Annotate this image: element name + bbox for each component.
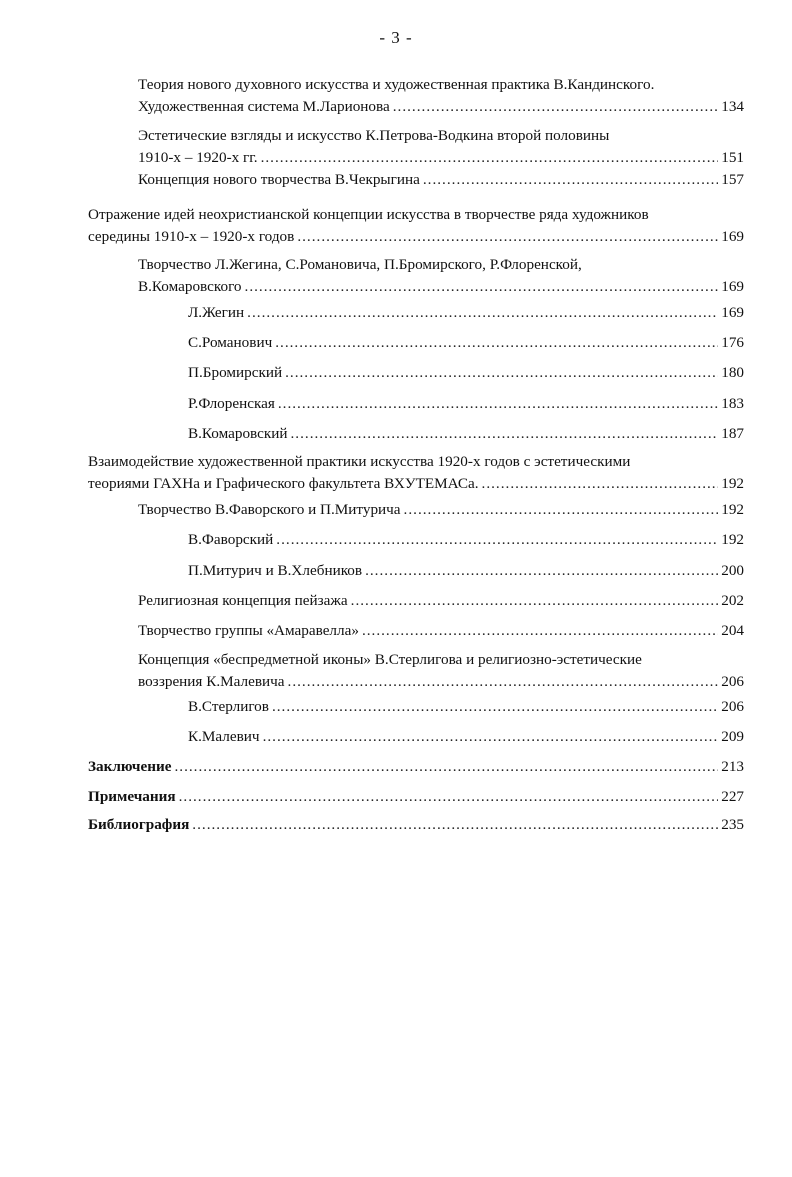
toc-entry-miturich-khlebnikov[interactable] bbox=[188, 560, 744, 582]
toc-entry-kandinsky[interactable] bbox=[138, 74, 744, 118]
toc-entry-title: Примечания bbox=[88, 788, 176, 805]
dot-leader bbox=[482, 473, 719, 495]
toc-entry-title: В.Комаровский bbox=[188, 425, 288, 442]
toc-entry-title: П.Бромирский bbox=[188, 364, 283, 381]
toc-page-number: 169 bbox=[721, 278, 744, 295]
toc-entry-title: воззрения К.Малевича bbox=[138, 673, 285, 690]
dot-leader bbox=[288, 671, 719, 693]
toc-entry-title: В.Фаворский bbox=[188, 531, 274, 548]
toc-entry-petrov-vodkin[interactable] bbox=[138, 125, 744, 169]
toc-entry-title: К.Малевич bbox=[188, 728, 260, 745]
toc-entry-notes[interactable] bbox=[88, 786, 744, 808]
toc-page-number: 157 bbox=[721, 171, 744, 188]
toc-page-number: 187 bbox=[721, 425, 744, 442]
toc-entry-zhegin-group[interactable] bbox=[138, 254, 744, 298]
toc-page-number: 213 bbox=[721, 758, 744, 775]
toc-entry-title-line: Теория нового духовного искусства и художественная практика В.Кандинского. bbox=[138, 76, 655, 93]
toc-entry-bibliography[interactable] bbox=[88, 814, 744, 836]
toc-entry-zhegin[interactable] bbox=[188, 302, 744, 324]
toc-entry-title-line: Взаимодействие художественной практики искусства 1920-х годов с эстетическими bbox=[88, 453, 631, 470]
toc-entry-bromirsky[interactable] bbox=[188, 362, 744, 384]
toc-entry-malevich[interactable] bbox=[188, 726, 744, 748]
dot-leader bbox=[278, 393, 718, 415]
toc-entry-amaravella[interactable] bbox=[138, 620, 744, 642]
toc-entry-romanovich[interactable] bbox=[188, 332, 744, 354]
toc-entry-title: Концепция нового творчества В.Чекрыгина bbox=[138, 171, 420, 188]
dot-leader bbox=[263, 726, 719, 748]
toc-entry-title: Л.Жегин bbox=[188, 304, 245, 321]
dot-leader bbox=[275, 332, 718, 354]
toc-entry-title: С.Романович bbox=[188, 334, 273, 351]
toc-entry-conclusion[interactable] bbox=[88, 756, 744, 778]
toc-entry-title: В.Комаровского bbox=[138, 278, 242, 295]
toc-entry-title: середины 1910-х – 1920-х годов bbox=[88, 228, 295, 245]
dot-leader bbox=[247, 302, 718, 324]
dot-leader bbox=[272, 696, 718, 718]
toc-entry-title: теориями ГАХНа и Графического факультета ВХУТЕМАСа. bbox=[88, 475, 479, 492]
dot-leader bbox=[365, 560, 718, 582]
toc-page-number: 192 bbox=[721, 501, 744, 518]
toc-page-number: 227 bbox=[721, 788, 744, 805]
dot-leader bbox=[276, 529, 718, 551]
toc-page-number: 180 bbox=[721, 364, 744, 381]
toc-page-number: 200 bbox=[721, 562, 744, 579]
toc-entry-title: Художественная система М.Ларионова bbox=[138, 98, 390, 115]
toc-entry-title-line: Эстетические взгляды и искусство К.Петрова-Водкина второй половины bbox=[138, 127, 610, 144]
dot-leader bbox=[291, 423, 719, 445]
toc-page-number: 202 bbox=[721, 592, 744, 609]
dot-leader bbox=[174, 756, 718, 778]
dot-leader bbox=[261, 147, 719, 169]
toc-entry-title: Заключение bbox=[88, 758, 172, 775]
toc-entry-komarovsky[interactable] bbox=[188, 423, 744, 445]
toc-entry-neochristian[interactable] bbox=[88, 204, 744, 248]
toc-entry-chekrygin[interactable] bbox=[138, 169, 744, 191]
dot-leader bbox=[393, 96, 718, 118]
toc-entry-title-line: Концепция «беспредметной иконы» В.Стерлигова и религиозно-эстетические bbox=[138, 651, 642, 668]
toc-entry-gakhn-vkhutemas[interactable] bbox=[88, 451, 744, 495]
dot-leader bbox=[285, 362, 718, 384]
dot-leader bbox=[297, 226, 718, 248]
dot-leader bbox=[423, 169, 718, 191]
toc-entry-title: Творчество группы «Амаравелла» bbox=[138, 622, 359, 639]
toc-page-number: 169 bbox=[721, 228, 744, 245]
toc-entry-title-line: Отражение идей неохристианской концепции искусства в творчестве ряда художников bbox=[88, 206, 649, 223]
dot-leader bbox=[179, 786, 719, 808]
toc-page-number: 206 bbox=[721, 673, 744, 690]
dot-leader bbox=[404, 499, 719, 521]
toc-entry-title: Творчество В.Фаворского и П.Митурича bbox=[138, 501, 401, 518]
toc-page-number: 204 bbox=[721, 622, 744, 639]
toc-entry-title: 1910-х – 1920-х гг. bbox=[138, 149, 258, 166]
toc-entry-title: Р.Флоренская bbox=[188, 395, 275, 412]
dot-leader bbox=[245, 276, 719, 298]
toc-page-number: 192 bbox=[721, 475, 744, 492]
toc-page-number: 192 bbox=[721, 531, 744, 548]
toc-page-number: 183 bbox=[721, 395, 744, 412]
toc-page-number: 169 bbox=[721, 304, 744, 321]
toc-page-number: 235 bbox=[721, 816, 744, 833]
toc-entry-florenskaya[interactable] bbox=[188, 393, 744, 415]
toc-page-number: 209 bbox=[721, 728, 744, 745]
toc-entry-title-line: Творчество Л.Жегина, С.Романовича, П.Бромирского, Р.Флоренской, bbox=[138, 256, 582, 273]
page-number: - 3 - bbox=[379, 28, 413, 47]
dot-leader bbox=[362, 620, 718, 642]
toc-entry-title: Библиография bbox=[88, 816, 190, 833]
toc-entry-sterligov[interactable] bbox=[188, 696, 744, 718]
toc-entry-title: Религиозная концепция пейзажа bbox=[138, 592, 348, 609]
dot-leader bbox=[192, 814, 718, 836]
toc-page-number: 176 bbox=[721, 334, 744, 351]
toc-entry-landscape[interactable] bbox=[138, 590, 744, 612]
toc-page-number: 134 bbox=[721, 98, 744, 115]
toc-page-number: 151 bbox=[721, 149, 744, 166]
toc-entry-favorsky[interactable] bbox=[188, 529, 744, 551]
toc-entry-title: П.Митурич и В.Хлебников bbox=[188, 562, 363, 579]
toc-page-number: 206 bbox=[721, 698, 744, 715]
dot-leader bbox=[351, 590, 719, 612]
toc-entry-bespredmetnaya-icon[interactable] bbox=[138, 649, 744, 693]
toc-entry-title: В.Стерлигов bbox=[188, 698, 269, 715]
toc-entry-favorsky-miturich[interactable] bbox=[138, 499, 744, 521]
